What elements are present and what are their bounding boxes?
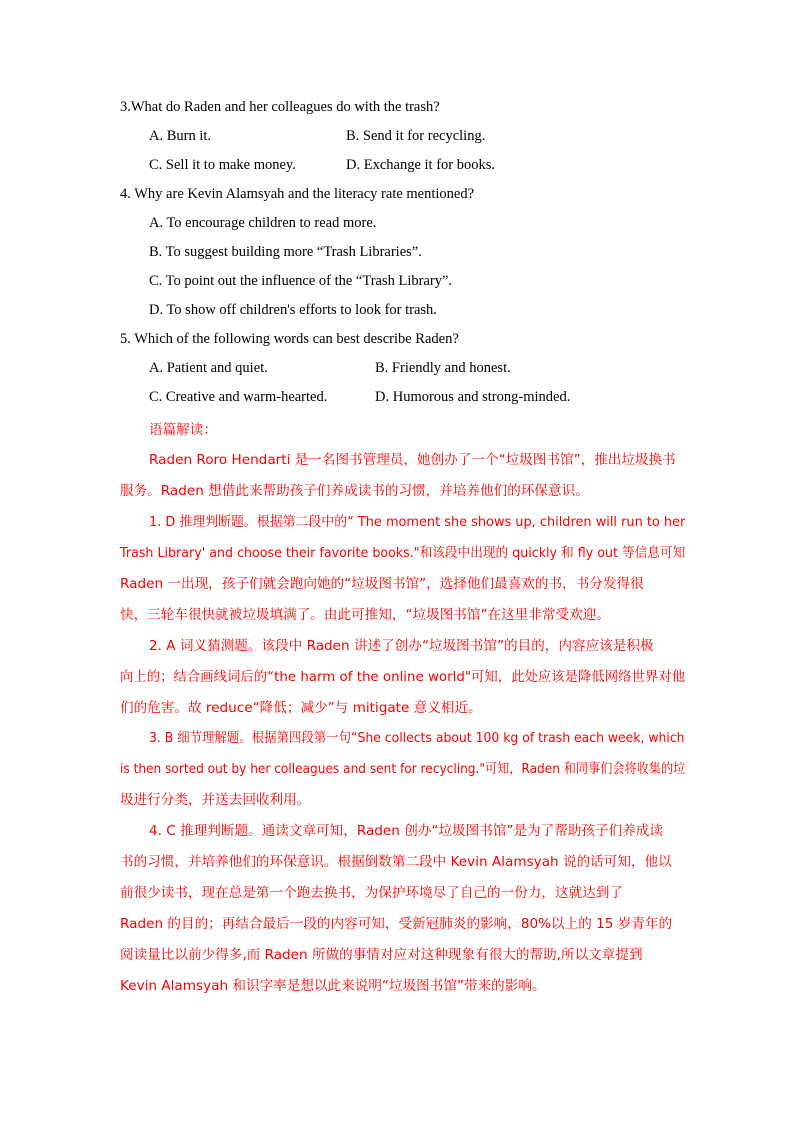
answer-3-line: is then sorted out by her colleagues and sent for recycling."可知，Raden 和同事们会将收集的垃 bbox=[120, 761, 686, 777]
question-4-option-b: B. To suggest building more “Trash Libraries”. bbox=[149, 244, 422, 260]
question-5-option-a: A. Patient and quiet. bbox=[149, 360, 268, 376]
answer-2-line: 向上的；结合画线词后的“the harm of the online world"可知，此处应该是降低网络世界对他 bbox=[120, 669, 686, 685]
answer-2-line: 2. A 词义猜测题。该段中 Raden 讲述了创办“垃圾图书馆”的目的，内容应该是积极 bbox=[149, 638, 654, 654]
answer-1-line: Raden 一出现，孩子们就会跑向她的“垃圾图书馆”，选择他们最喜欢的书，书分发得很 bbox=[120, 576, 644, 592]
answer-4-line: 阅读量比以前少得多,而 Raden 所做的事情对应对这种现象有很大的帮助,所以文章提到 bbox=[120, 947, 643, 963]
question-3-option-d: D. Exchange it for books. bbox=[346, 157, 495, 173]
answer-1-line: 快，三轮车很快就被垃圾填满了。由此可推知，“垃圾图书馆”在这里非常受欢迎。 bbox=[120, 607, 610, 623]
question-5-option-d: D. Humorous and strong-minded. bbox=[375, 389, 571, 405]
question-4-option-a: A. To encourage children to read more. bbox=[149, 215, 377, 231]
answer-4-line: Raden 的目的；再结合最后一段的内容可知，受新冠肺炎的影响，80%以上的 15 岁青年的 bbox=[120, 916, 673, 932]
answer-4-line: Kevin Alamsyah 和识字率是想以此来说明“垃圾图书馆”带来的影响。 bbox=[120, 978, 546, 994]
question-4-option-c: C. To point out the influence of the “Trash Library”. bbox=[149, 273, 453, 289]
question-3-stem: 3.What do Raden and her colleagues do with the trash? bbox=[120, 99, 440, 115]
question-5-option-c: C. Creative and warm-hearted. bbox=[149, 389, 328, 405]
answer-3-line: 3. B 细节理解题。根据第四段第一句“She collects about 100 kg of trash each week, which bbox=[149, 730, 685, 746]
analysis-heading: 语篇解读： bbox=[149, 422, 217, 438]
answer-3-line: 圾进行分类，并送去回收利用。 bbox=[120, 792, 311, 808]
answer-4-line: 前很少读书，现在总是第一个跑去换书，为保护环境尽了自己的一份力，这就达到了 bbox=[120, 885, 623, 901]
question-3-option-b: B. Send it for recycling. bbox=[346, 128, 486, 144]
question-5-option-b: B. Friendly and honest. bbox=[375, 360, 511, 376]
answer-4-line: 4. C 推理判断题。通读文章可知，Raden 创办“垃圾图书馆”是为了帮助孩子们养成读 bbox=[149, 823, 663, 839]
question-4-option-d: D. To show off children's efforts to look for trash. bbox=[149, 302, 437, 318]
answer-1-line: 1. D 推理判断题。根据第二段中的“ The moment she shows up, children will run to her bbox=[149, 514, 686, 530]
question-3-option-a: A. Burn it. bbox=[149, 128, 212, 144]
answer-2-line: 们的危害。故 reduce“降低；减少”与 mitigate 意义相近。 bbox=[120, 700, 482, 716]
answer-4-line: 书的习惯，并培养他们的环保意识。根据倒数第二段中 Kevin Alamsyah 说的话可知，他以 bbox=[120, 854, 672, 870]
summary-line: Raden Roro Hendarti 是一名图书管理员，她创办了一个“垃圾图书馆”，推出垃圾换书 bbox=[149, 452, 676, 468]
answer-1-line: Trash Library' and choose their favorite books."和该段中出现的 quickly 和 fly out 等信息可知 bbox=[120, 545, 686, 561]
question-3-option-c: C. Sell it to make money. bbox=[149, 157, 296, 173]
summary-line: 服务。Raden 想借此来帮助孩子们养成读书的习惯，并培养他们的环保意识。 bbox=[120, 483, 589, 499]
question-5-stem: 5. Which of the following words can best describe Raden? bbox=[120, 331, 459, 347]
question-4-stem: 4. Why are Kevin Alamsyah and the literacy rate mentioned? bbox=[120, 186, 475, 202]
